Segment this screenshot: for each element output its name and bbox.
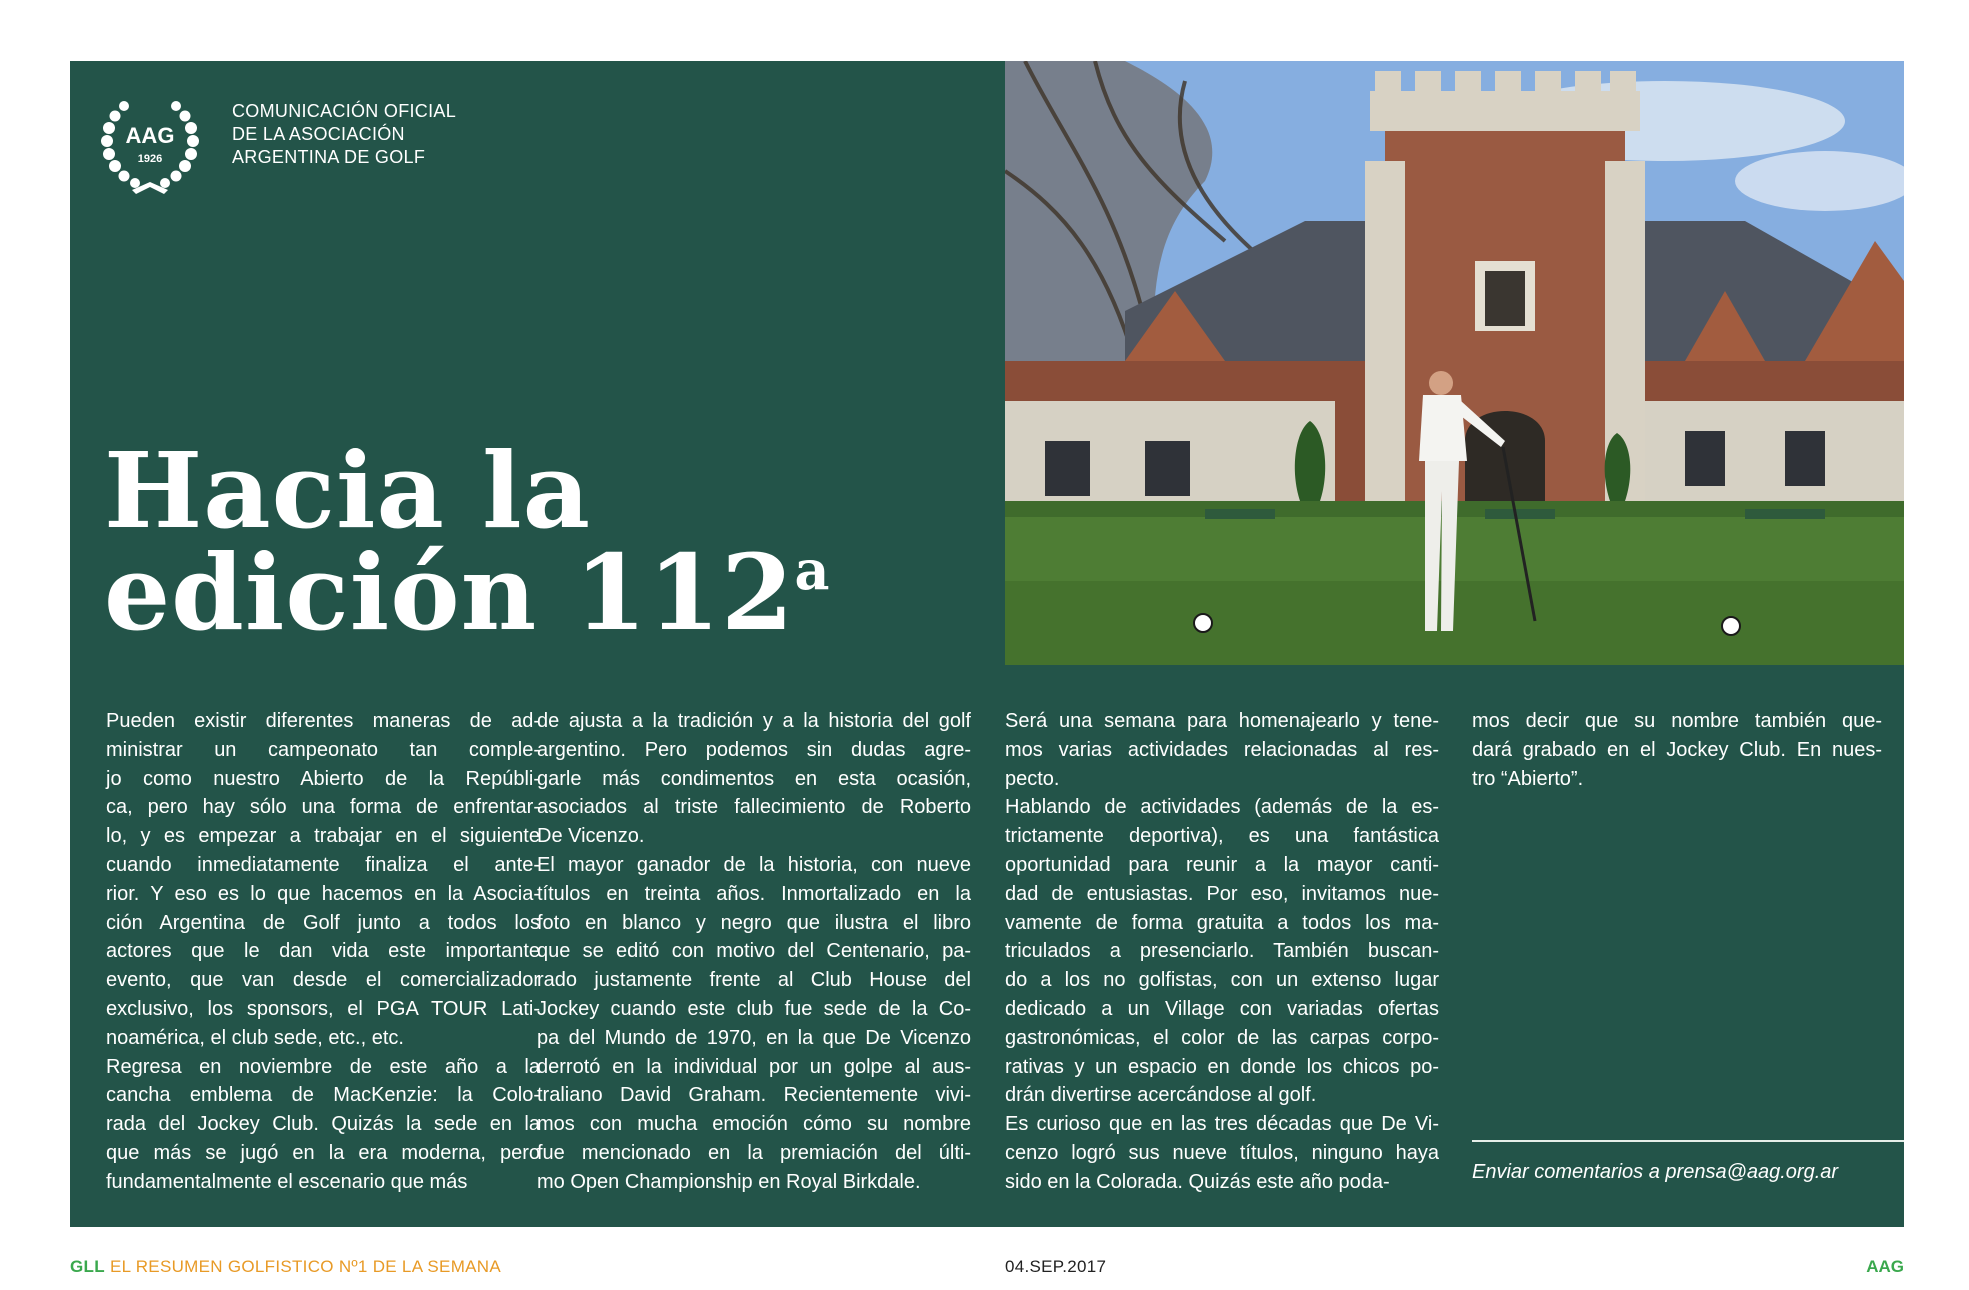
article-text-line: exclusivo, los sponsors, el PGA TOUR Lati- — [106, 997, 540, 1020]
article-text-line: mo Open Championship en Royal Birkdale. — [537, 1170, 921, 1193]
article-text-line: pa del Mundo de 1970, en la que De Vicenzo — [537, 1026, 971, 1049]
article-text-line: trictamente deportiva), es una fantástica — [1005, 825, 1439, 848]
article-text-line: sido en la Colorada. Quizás este año poda- — [1005, 1170, 1390, 1193]
org-title-line: ARGENTINA DE GOLF — [232, 147, 426, 167]
article-text-line: foto en blanco y negro que ilustra el libro — [537, 911, 971, 934]
article-text-line: títulos en treinta años. Inmortalizado en la — [537, 882, 971, 905]
footer-publication — [70, 1257, 501, 1277]
article-text-line: derrotó en la individual por un golpe al aus- — [537, 1055, 971, 1078]
article-text-line: ca, pero hay sólo una forma de enfrentar- — [106, 796, 540, 819]
article-column-1 — [106, 707, 540, 1197]
article-text-line: de ajusta a la tradición y a la historia del golf — [537, 710, 971, 732]
aag-laurel-logo — [94, 86, 206, 198]
footer-slogan: EL RESUMEN GOLFISTICO Nº1 DE LA SEMANA — [109, 1257, 502, 1276]
article-text-line: oportunidad para reunir a la mayor canti- — [1005, 853, 1439, 876]
article-text-line: Será una semana para homenajearlo y tene- — [1005, 710, 1439, 732]
article-text-line: que más se jugó en la era moderna, pero — [106, 1141, 540, 1164]
ordinal-superscript: a — [794, 538, 831, 602]
article-text-line: ministrar un campeonato tan comple- — [106, 738, 540, 761]
article-text-line: lo, y es empezar a trabajar en el siguiente — [106, 825, 540, 848]
article-text-line: rativas y un espacio en donde los chicos po- — [1005, 1055, 1439, 1078]
article-text-line: rior. Y eso es lo que hacemos en la Asocia- — [106, 882, 540, 905]
article-text-line: dad de entusiastas. Por eso, invitamos nue- — [1005, 882, 1439, 905]
article-text-line: noamérica, el club sede, etc., etc. — [106, 1026, 404, 1049]
article-text-line: cancha emblema de MacKenzie: la Colo- — [106, 1084, 540, 1107]
article-text-line: mos decir que su nombre también que- — [1472, 710, 1882, 732]
article-text-line: asociados al triste fallecimiento de Roberto — [537, 796, 971, 819]
article-column-2 — [537, 707, 971, 1197]
article-text-line: cenzo logró sus nueve títulos, ninguno haya — [1005, 1141, 1439, 1164]
club-house-photo — [1005, 61, 1904, 665]
org-title-line: COMUNICACIÓN OFICIAL — [232, 101, 457, 121]
article-text-line: El mayor ganador de la historia, con nueve — [537, 853, 971, 876]
article-text-line: Jockey cuando este club fue sede de la Co- — [537, 997, 971, 1020]
article-text-line: pecto. — [1005, 767, 1060, 790]
divider-line — [1472, 1140, 1904, 1142]
article-text-line: evento, que van desde el comercializador — [106, 969, 540, 992]
article-text-line: rada del Jockey Club. Quizás la sede en la — [106, 1113, 540, 1136]
article-column-4 — [1472, 707, 1882, 793]
footer-brand: GLL — [70, 1257, 105, 1276]
article-text-line: dedicado a un Village con variadas ofertas — [1005, 997, 1439, 1020]
article-text-line: garle más condimentos en esta ocasión, — [537, 767, 971, 790]
article-text-line: tro “Abierto”. — [1472, 767, 1584, 790]
article-text-line: dará grabado en el Jockey Club. En nues- — [1472, 738, 1882, 761]
article-text-line: traliano David Graham. Recientemente vivi- — [537, 1084, 971, 1107]
article-text-line: Regresa en noviembre de este año a la — [106, 1055, 540, 1078]
article-text-line: Pueden existir diferentes maneras de ad- — [106, 710, 540, 732]
article-text-line: argentino. Pero podemos sin dudas agre- — [537, 738, 971, 761]
article-text-line: actores que le dan vida este importante — [106, 940, 540, 963]
article-text-line: mos varias actividades relacionadas al res- — [1005, 738, 1439, 761]
contact-note: Enviar comentarios a prensa@aag.org.ar — [1472, 1161, 1839, 1183]
article-text-line: Hablando de actividades (además de la es- — [1005, 796, 1439, 819]
article-text-line: De Vicenzo. — [537, 825, 645, 848]
headline-line-1: Hacia la — [104, 429, 591, 552]
article-text-line: do a los no golfistas, con un extenso lugar — [1005, 969, 1439, 992]
article-text-line: ción Argentina de Golf junto a todos los — [106, 911, 540, 934]
article-text-line: jo como nuestro Abierto de la Repúbli- — [106, 767, 540, 790]
headline — [104, 429, 831, 654]
article-text-line: vamente de forma gratuita a todos los ma- — [1005, 911, 1439, 934]
article-text-line: drán divertirse acercándose al golf. — [1005, 1084, 1317, 1107]
article-text-line: gastronómicas, el color de las carpas corpo- — [1005, 1026, 1439, 1049]
article-text-line: mos con mucha emoción cómo su nombre — [537, 1113, 971, 1136]
org-title-line: DE LA ASOCIACIÓN — [232, 124, 405, 144]
logo-year: 1926 — [137, 153, 163, 165]
article-text-line: Es curioso que en las tres décadas que De Vi- — [1005, 1113, 1439, 1136]
org-title — [232, 100, 456, 169]
article-column-3 — [1005, 707, 1439, 1197]
article-text-line: fue mencionado en la premiación del últi- — [537, 1141, 971, 1164]
footer-aag-mark: AAG — [1866, 1257, 1904, 1276]
headline-line-2: edición 112$^a$ — [104, 531, 831, 654]
article-text-line: cuando inmediatamente finaliza el ante- — [106, 853, 540, 876]
logo-initials: AAG — [125, 123, 175, 148]
article-text-line: rado justamente frente al Club House del — [537, 969, 971, 992]
article-text-line: que se editó con motivo del Centenario, pa- — [537, 940, 971, 963]
article-text-line: triculados a presenciarlo. También buscan- — [1005, 940, 1439, 963]
article-text-line: fundamentalmente el escenario que más — [106, 1170, 468, 1193]
footer-date: 04.SEP.2017 — [1005, 1257, 1107, 1276]
